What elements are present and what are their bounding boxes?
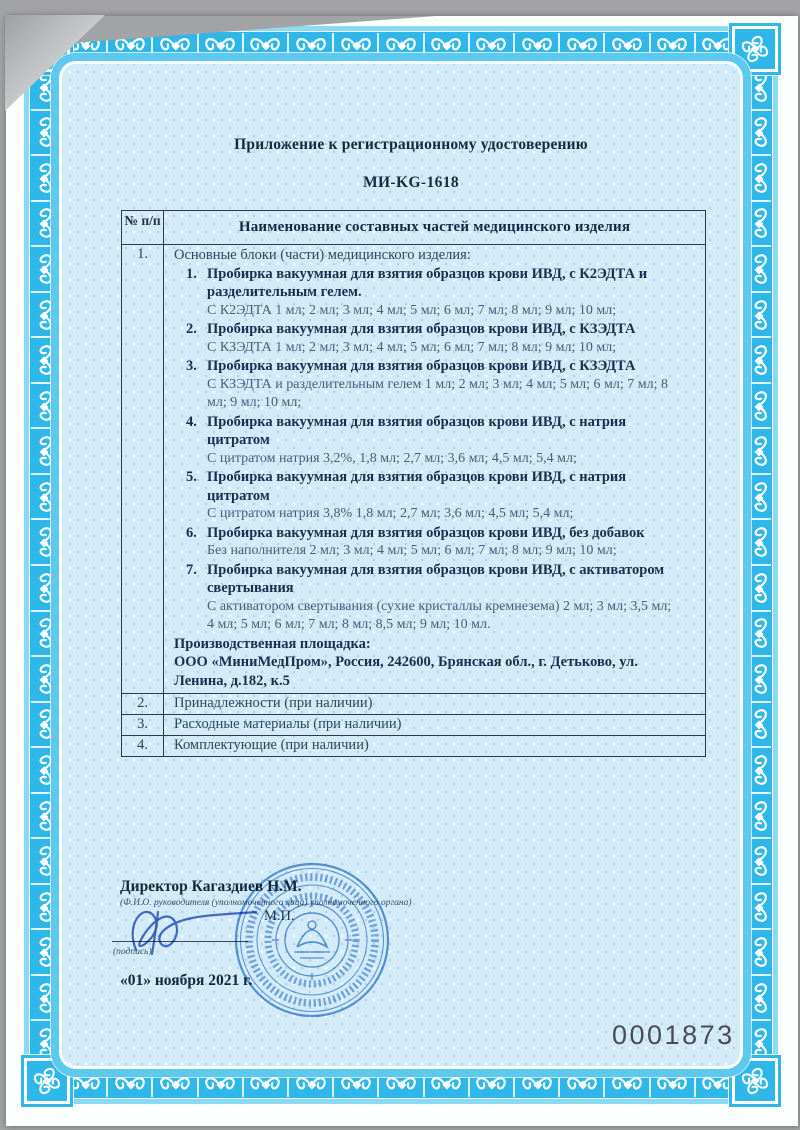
list-item-title: Пробирка вакуумная для взятия образцов крови ИВД, с натрия цитратом [207,413,627,448]
director-name: Директор Кагаздиев Н.М. [120,878,302,895]
components-table [121,210,706,757]
list-item-desc: С цитратом натрия 3,8% 1,8 мл; 2,7 мл; 3,6 мл; 4,5 мл; 5,4 мл; [207,506,574,521]
list-item [174,357,697,413]
list-item-desc: С КЗЭДТА и разделительным гелем 1 мл; 2 мл; 3 мл; 4 мл; 5 мл; 6 мл; 7 мл; 8 мл; 9 мл; 10 мл; [207,376,669,410]
row-number: 1. [122,245,164,694]
list-item-title: Пробирка вакуумная для взятия образцов крови ИВД, без добавок [207,524,645,541]
list-item-number: 7. [186,561,197,578]
row-number: 4. [122,736,164,757]
official-round-stamp [227,855,397,1025]
list-item-number: 5. [186,469,197,485]
list-item-title: Пробирка вакуумная для взятия образцов крови ИВД, с КЗЭДТА [207,358,636,374]
production-site-value: ООО «МиниМедПром», Россия, 242600, Брянская обл., г. Детьково, ул. Ленина, д.182, к.5 [174,654,638,689]
document-title: Приложение к регистрационному удостоверению [234,136,588,153]
table-row [122,736,706,757]
list-item [174,320,697,357]
list-item [174,524,697,561]
certificate-number: МИ-KG-1618 [362,174,460,191]
table-header-row [122,211,706,245]
list-item-desc: С цитратом натрия 3,2%, 1,8 мл; 2,7 мл; 3,6 мл; 4,5 мл; 5,4 мл; [207,450,577,466]
list-item-title: Пробирка вакуумная для взятия образцов крови ИВД, с активатором свертывания [207,561,665,596]
form-serial-number: 0001873 [612,1020,735,1050]
column-header-name: Наименование составных частей медицинского изделия [164,211,706,245]
list-item-number: 6. [186,524,197,541]
production-site-label: Производственная площадка: [174,635,371,652]
list-item-desc: С активатором свертывания (сухие кристаллы кремнезема) 2 мл; 3 мл; 3,5 мл; 4 мл; 5 мл; 6 мл; 7 мл; 8 мл; 8,5 мл; 9 мл; 10 мл. [207,598,672,632]
row-number: 3. [122,715,164,736]
list-item-desc: С К2ЭДТА 1 мл; 2 мл; 3 мл; 4 мл; 5 мл; 6 мл; 7 мл; 8 мл; 9 мл; 10 мл; [207,302,617,318]
list-item-desc: Без наполнителя 2 мл; 3 мл; 4 мл; 5 мл; 6 мл; 7 мл; 8 мл; 9 мл; 10 мл; [207,543,617,558]
list-item-desc: С КЗЭДТА 1 мл; 2 мл; 3 мл; 4 мл; 5 мл; 6 мл; 7 мл; 8 мл; 9 мл; 10 мл; [207,339,617,355]
row-main-content [164,245,706,694]
list-item [174,561,697,635]
list-item-number: 1. [186,265,197,282]
row-number: 2. [122,694,164,715]
list-item-number: 3. [186,358,197,374]
list-item-number: 4. [186,413,197,430]
row-text: Расходные материалы (при наличии) [164,715,706,736]
table-row [122,715,706,736]
list-item-title: Пробирка вакуумная для взятия образцов крови ИВД, с натрия цитратом [207,469,627,504]
row-text: Комплектующие (при наличии) [164,736,706,757]
row-text: Принадлежности (при наличии) [164,694,706,715]
list-item-title: Пробирка вакуумная для взятия образцов крови ИВД, с КЗЭДТА [207,321,636,337]
signature-caption: (подпись) [113,947,152,957]
column-header-number: № п/п [122,211,164,245]
list-item [174,468,697,524]
list-item-title: Пробирка вакуумная для взятия образцов крови ИВД, с К2ЭДТА и разделительным гелем. [207,265,648,300]
list-item-number: 2. [186,321,197,337]
document-page [6,16,798,1126]
row-intro: Основные блоки (части) медицинского изделия: [174,247,471,263]
table-row-main [122,245,706,694]
director-note: (Ф.И.О. руководителя (уполномоченного лица) уполномоченного органа) [120,898,412,908]
stamp-place-label: М.П. [264,908,295,924]
list-item [174,265,697,321]
table-row [122,694,706,715]
issue-date: «01» ноября 2021 г. [120,972,253,989]
list-item [174,413,697,469]
